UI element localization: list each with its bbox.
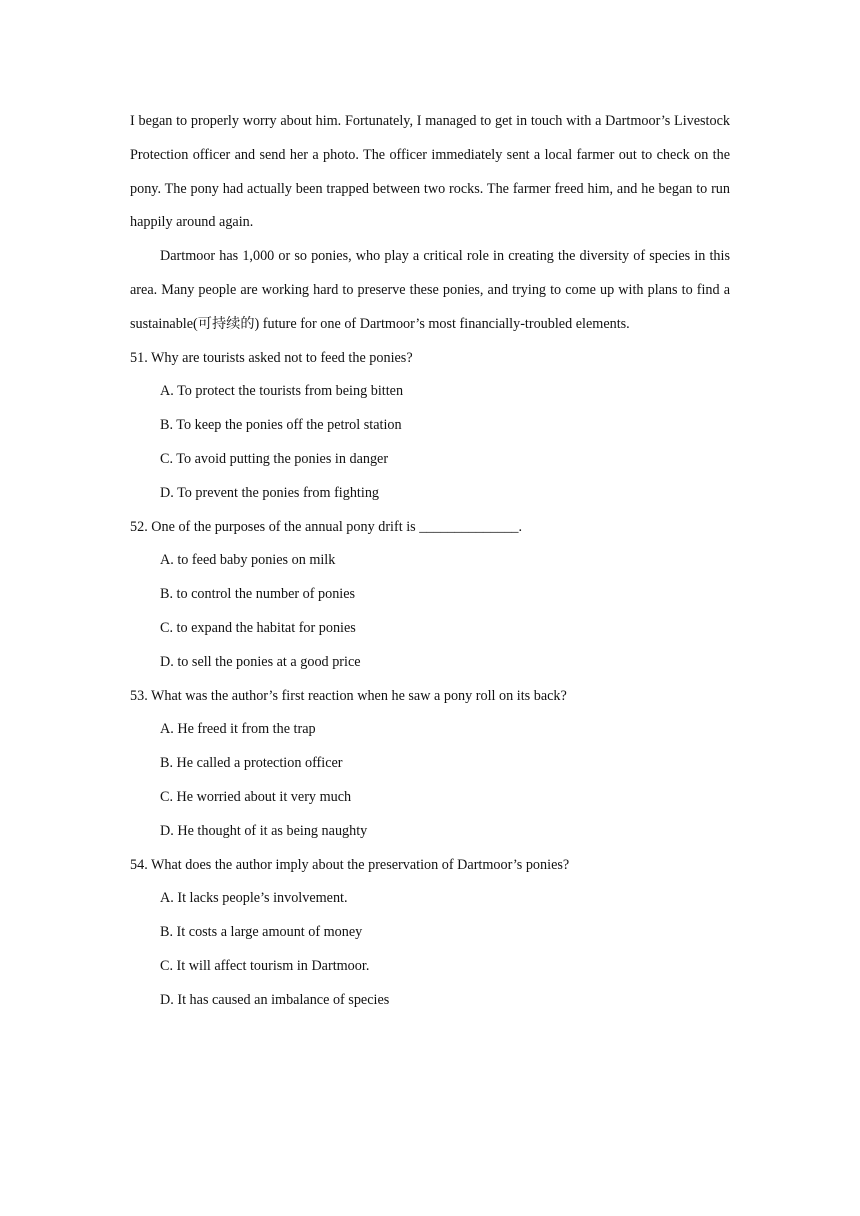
passage-paragraph: I began to properly worry about him. Fortunately, I managed to get in touch with a Dartmoor’s Livestock Protection officer and send her a photo. The officer immediately sent a local farmer out to check on the pony. The pony had actually been trapped between two rocks. The farmer freed him, and he began to run happily around again. (130, 113, 730, 231)
answer-option: C. It will affect tourism in Dartmoor. (160, 957, 370, 974)
question-stem: 53. What was the author’s first reaction when he saw a pony roll on its back? (130, 687, 567, 704)
answer-option: B. It costs a large amount of money (160, 924, 363, 941)
question-block (130, 342, 730, 511)
answer-option: D. to sell the ponies at a good price (160, 653, 361, 670)
answer-option: C. to expand the habitat for ponies (160, 619, 356, 636)
passage-paragraph: Dartmoor has 1,000 or so ponies, who play a critical role in creating the diversity of species in this area. Many people are working hard to preserve these ponies, and trying to come up with plans to find a sustainable(可持续的) future for one of Dartmoor’s most financially-troubled elements. (130, 248, 730, 332)
question-block (130, 680, 730, 849)
question-stem: 52. One of the purposes of the annual pony drift is ______________. (130, 518, 523, 535)
answer-option: D. To prevent the ponies from fighting (160, 484, 380, 501)
answer-option: A. It lacks people’s involvement. (160, 890, 348, 907)
answer-option: C. To avoid putting the ponies in danger (160, 450, 389, 467)
question-stem: 54. What does the author imply about the preservation of Dartmoor’s ponies? (130, 856, 570, 873)
answer-option: D. He thought of it as being naughty (160, 822, 368, 839)
question-block (130, 849, 730, 1018)
answer-option: B. to control the number of ponies (160, 586, 356, 603)
answer-option: A. He freed it from the trap (160, 721, 316, 738)
document-page (130, 105, 730, 1018)
answer-option: C. He worried about it very much (160, 788, 352, 805)
answer-option: A. to feed baby ponies on milk (160, 552, 336, 569)
answer-option: A. To protect the tourists from being bitten (160, 383, 404, 400)
question-stem: 51. Why are tourists asked not to feed the ponies? (130, 349, 413, 366)
answer-option: B. To keep the ponies off the petrol station (160, 417, 402, 434)
answer-option: D. It has caused an imbalance of species (160, 991, 390, 1008)
question-block (130, 511, 730, 680)
answer-option: B. He called a protection officer (160, 755, 343, 772)
